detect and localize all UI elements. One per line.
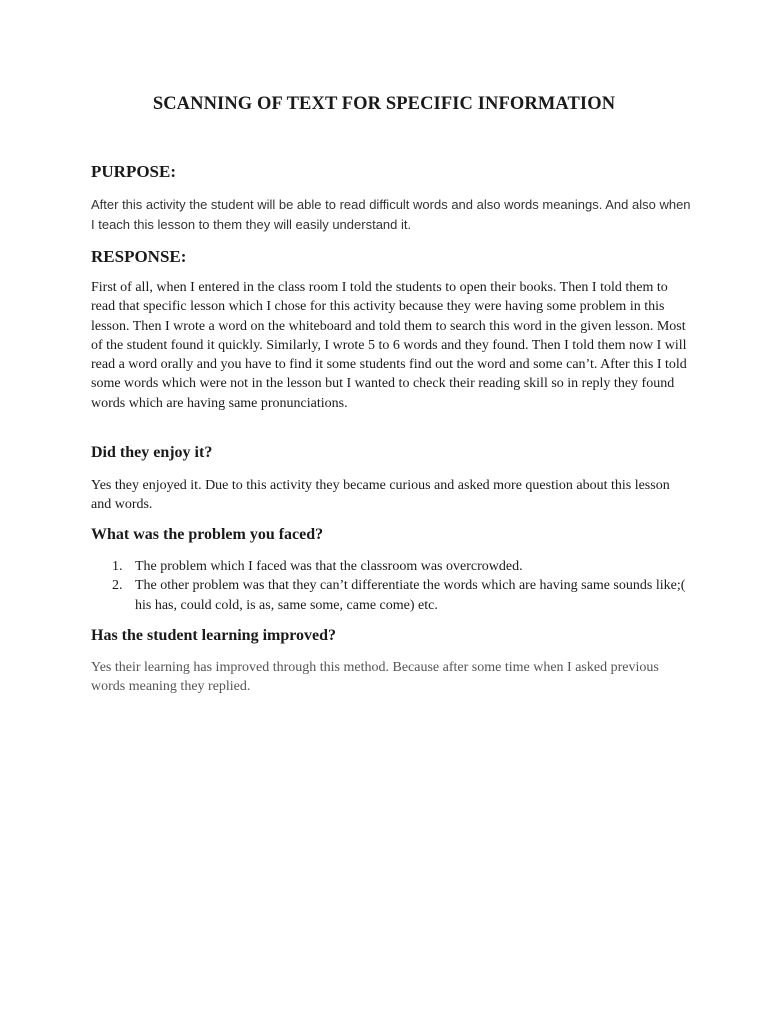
list-item-number: 1. [112,559,123,574]
enjoy-heading: Did they enjoy it? [91,444,213,461]
response-heading: RESPONSE: [91,247,187,266]
list-item-text: The other problem was that they can’t differentiate the words which are having same sounds like;( his has, could cold, is as, same some, came come) etc. [135,578,686,613]
improved-heading: Has the student learning improved? [91,627,337,644]
document-title: SCANNING OF TEXT FOR SPECIFIC INFORMATION [152,94,616,114]
problem-list [91,557,691,615]
response-paragraph: First of all, when I entered in the class room I told the students to open their books. Then I told them to read that specific lesson which I chose for this activity because they were having some problem in this lesson. Then I wrote a word on the whiteboard and told them to search this word in the given lesson. Most of the student found it quickly. Similarly, I wrote 5 to 6 words and they found. Then I told them now I will read a word orally and you have to find it some students find out the word and some can’t. After this I told some words which were not in the lesson but I wanted to check their reading skill so in reply they found words which are having same pronunciations. [91,280,687,411]
list-item [91,576,691,615]
purpose-paragraph: After this activity the student will be able to read difficult words and also words meanings. And also when I teach this lesson to them they will easily understand it. [91,197,691,232]
list-item-number: 2. [112,578,123,594]
problem-heading: What was the problem you faced? [91,526,324,543]
list-item-text: The problem which I faced was that the classroom was overcrowded. [135,559,523,574]
enjoy-paragraph: Yes they enjoyed it. Due to this activity they became curious and asked more question about this lesson and words. [91,478,670,513]
purpose-heading: PURPOSE: [91,162,176,181]
improved-paragraph: Yes their learning has improved through this method. Because after some time when I asked previous words meaning they replied. [91,660,659,695]
list-item [91,557,691,576]
